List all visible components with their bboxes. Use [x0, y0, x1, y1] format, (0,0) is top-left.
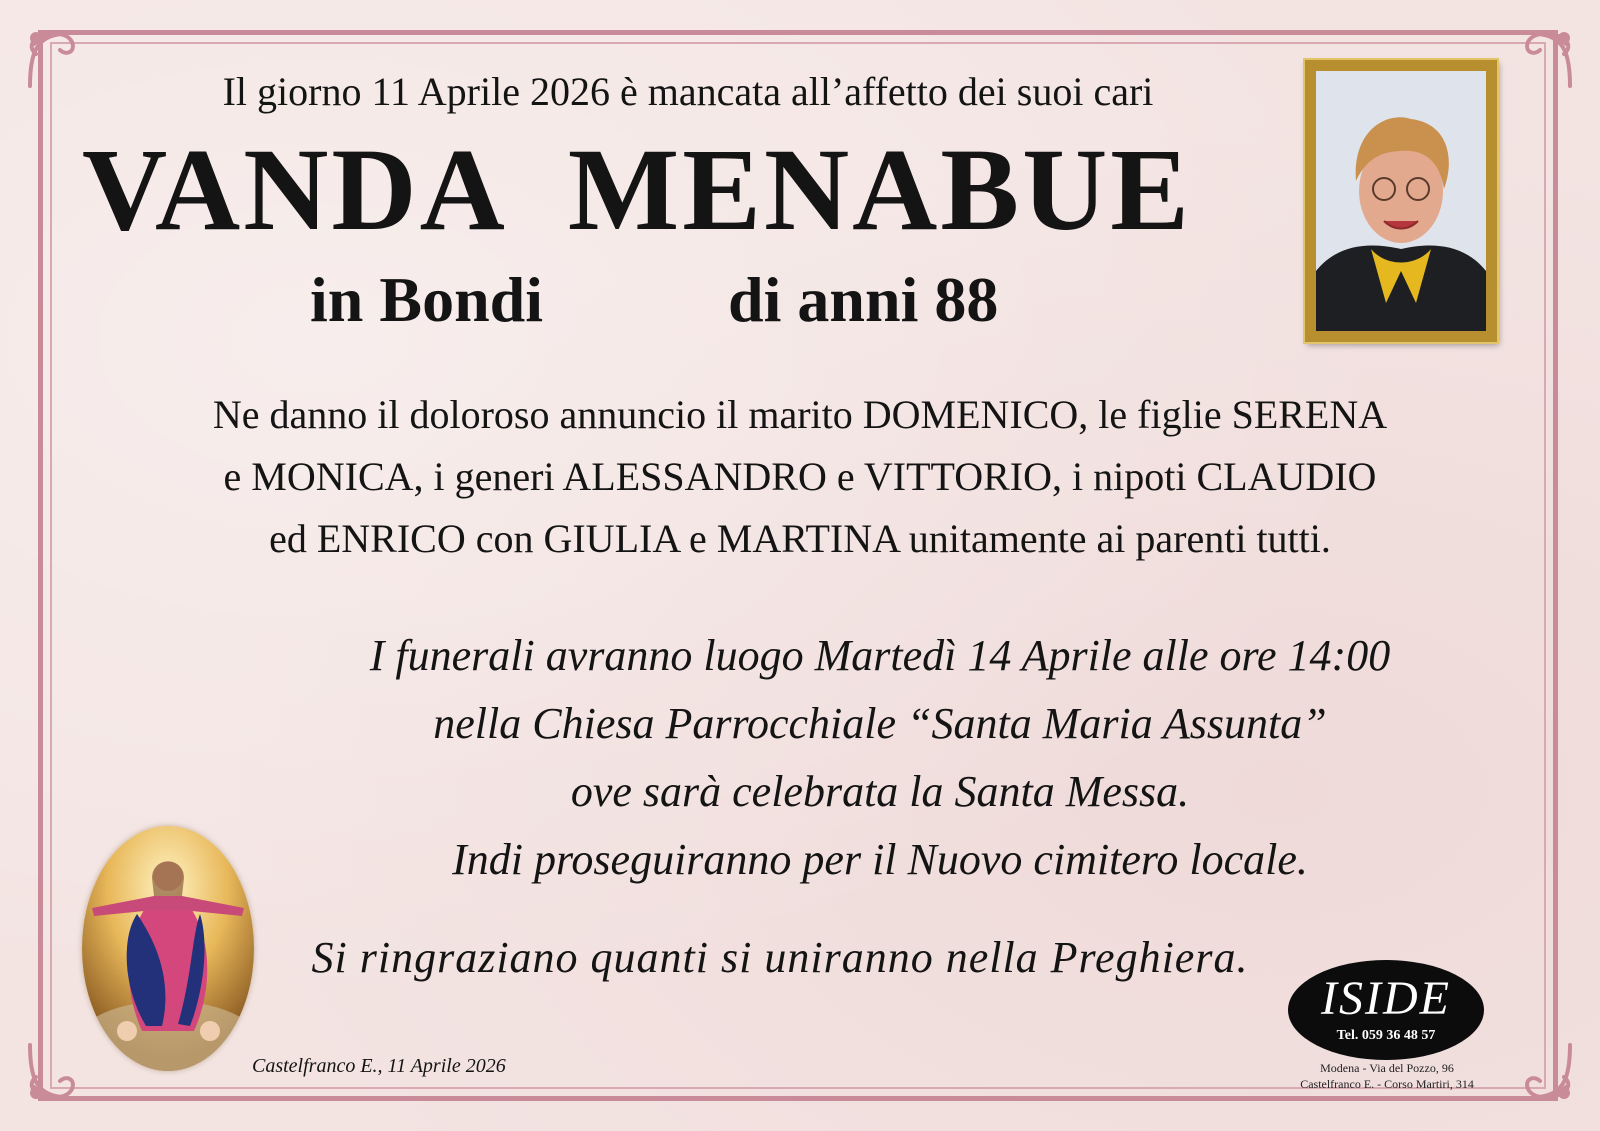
corner-ornament — [1508, 24, 1578, 94]
corner-ornament — [1508, 1037, 1578, 1107]
last-name: MENABUE — [567, 124, 1193, 255]
funeral-line: nella Chiesa Parrocchiale “Santa Maria Assunta” — [433, 699, 1327, 748]
announcement-line: ed ENRICO con GIULIA e MARTINA unitamente ai parenti tutti. — [269, 516, 1331, 561]
funeral-line: I funerali avranno luogo Martedì 14 Aprile alle ore 14:00 — [369, 631, 1391, 680]
agency-address: Castelfranco E. - Corso Martiri, 314 — [1300, 1077, 1474, 1091]
agency-phone: Tel. 059 36 48 57 — [1336, 1028, 1436, 1043]
corner-ornament — [22, 1037, 92, 1107]
agency-logo — [1288, 960, 1484, 1060]
funeral-line: Indi proseguiranno per il Nuovo cimitero locale. — [452, 835, 1308, 884]
thanks-line: Si ringraziano quanti si uniranno nella Preghiera. — [311, 933, 1249, 982]
portrait-photo — [1305, 60, 1497, 342]
agency-name: ISIDE — [1321, 972, 1451, 1025]
agency-address: Modena - Via del Pozzo, 96 — [1320, 1061, 1454, 1075]
announcement — [100, 384, 1500, 570]
announcement-line: Ne danno il doloroso annuncio il marito DOMENICO, le figlie SERENA — [212, 392, 1388, 437]
place-date: Castelfranco E., 11 Aprile 2026 — [252, 1055, 506, 1077]
funeral-line: ove sarà celebrata la Santa Messa. — [570, 767, 1190, 816]
age-label: di anni 88 — [728, 264, 999, 335]
deceased-name — [82, 120, 1192, 260]
announcement-line: e MONICA, i generi ALESSANDRO e VITTORIO, i nipoti CLAUDIO — [223, 454, 1377, 499]
agency-addresses — [1262, 1060, 1512, 1092]
funeral-details — [280, 622, 1480, 894]
first-name: VANDA — [82, 124, 508, 255]
married-name: in Bondi — [310, 264, 544, 335]
intro-line: Il giorno 11 Aprile 2026 è mancata all’affetto dei suoi cari — [222, 69, 1154, 114]
madonna-image — [82, 826, 254, 1071]
